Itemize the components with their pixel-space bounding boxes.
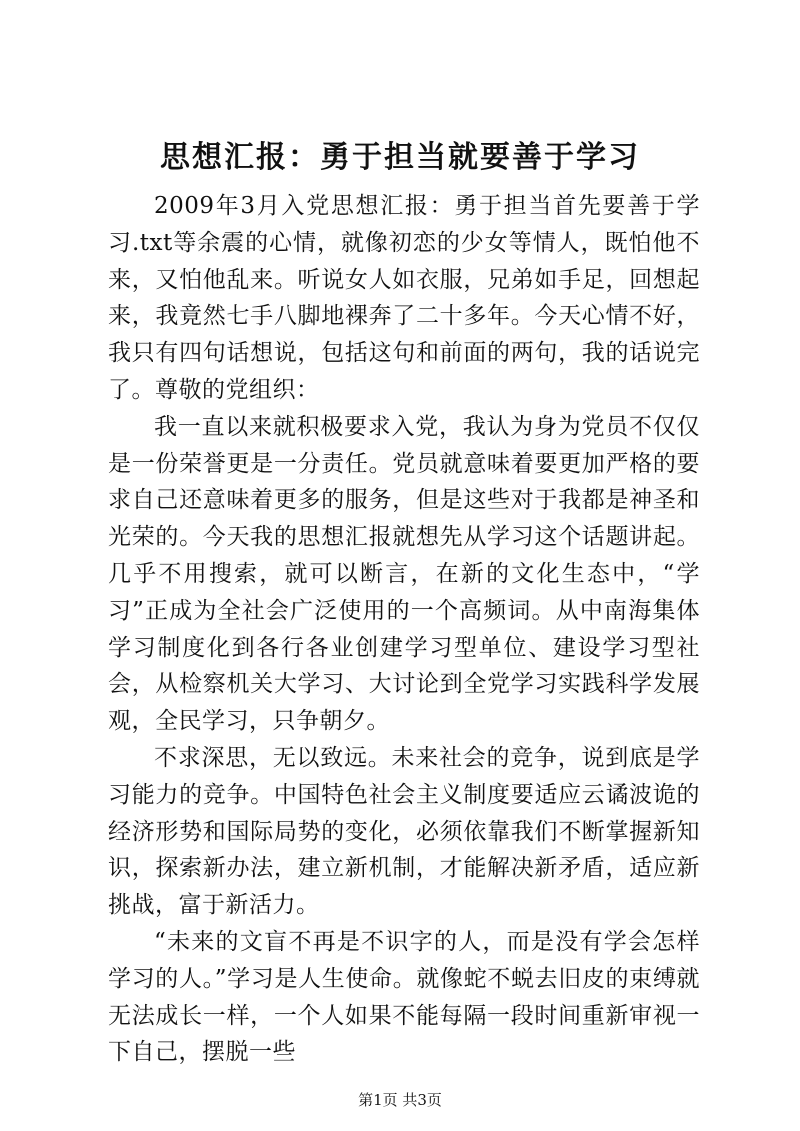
paragraph-2: 我一直以来就积极要求入党，我认为身为党员不仅仅是一份荣誉更是一分责任。党员就意味着要更加严格的要求自己还意味着更多的服务，但是这些对于我都是神圣和光荣的。今天我的思想汇报就想先从学习这个话题讲起。几乎不用搜索，就可以断言，在新的文化生态中，“学习”正成为全社会广泛使用的一个高频词。从中南海集体学习制度化到各行各业创建学习型单位、建设学习型社会，从检察机关大学习、大讨论到全党学习实践科学发展观，全民学习，只争朝夕。 [108, 413, 700, 735]
page-footer: 第1页 共3页 [358, 1091, 442, 1109]
paragraph-4: “未来的文盲不再是不识字的人，而是没有学会怎样学习的人。”学习是人生使命。就像蛇不蜕去旧皮的束缚就无法成长一样，一个人如果不能每隔一段时间重新审视一下自己，摆脱一些 [108, 928, 700, 1066]
document-body [108, 188, 700, 1071]
document-title: 思想汇报：勇于担当就要善于学习 [160, 140, 640, 175]
paragraph-1: 2009年3月入党思想汇报：勇于担当首先要善于学习.txt等余震的心情，就像初恋的少女等情人，既怕他不来，又怕他乱来。听说女人如衣服，兄弟如手足，回想起来，我竟然七手八脚地裸奔了二十多年。今天心情不好，我只有四句话想说，包括这句和前面的两句，我的话说完了。尊敬的党组织： [108, 193, 700, 403]
paragraph-3: 不求深思，无以致远。未来社会的竞争，说到底是学习能力的竞争。中国特色社会主义制度要适应云谲波诡的经济形势和国际局势的变化，必须依靠我们不断掌握新知识，探索新办法，建立新机制，才能解决新矛盾，适应新挑战，富于新活力。 [108, 744, 700, 919]
